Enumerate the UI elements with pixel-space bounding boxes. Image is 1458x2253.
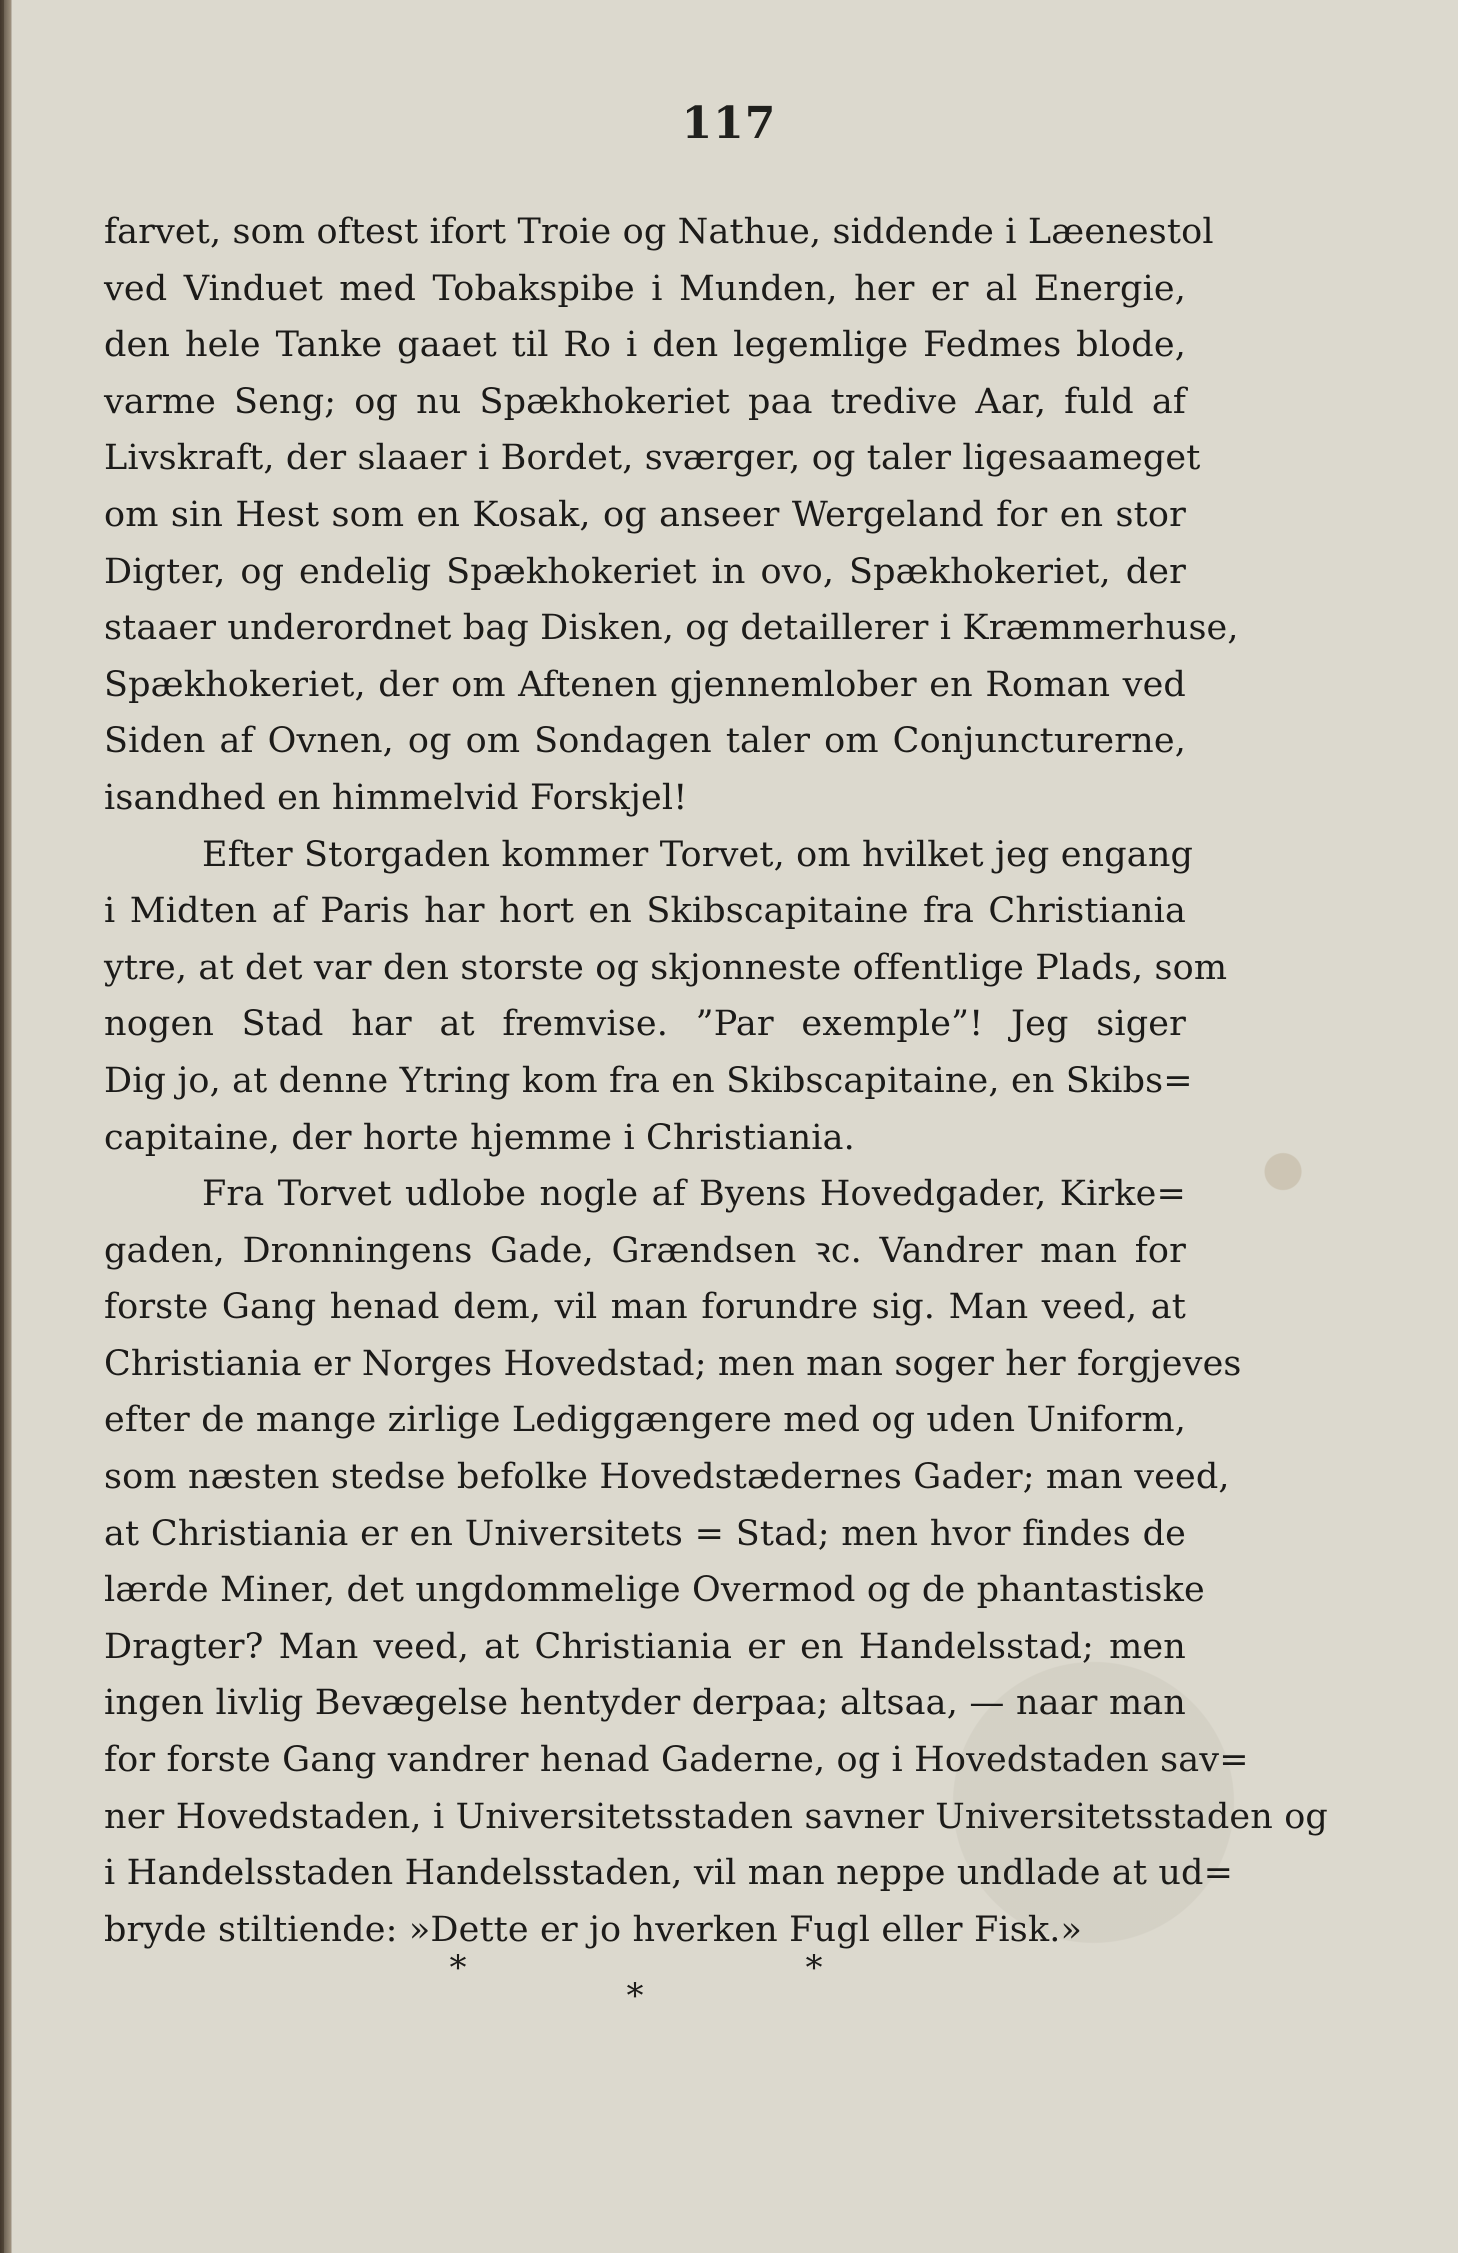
text-line: capitaine, der horte hjemme i Christiania. [104,1117,855,1158]
text-line: ingen livlig Bevægelse hentyder derpaa; altsaa, — naar man [104,1683,1186,1724]
text-line: varme Seng; og nu Spækhokeriet paa tredive Aar, fuld af [104,381,1186,422]
text-line: Digter, og endelig Spækhokeriet in ovo, Spækhokeriet, der [104,551,1186,592]
text-line: isandhed en himmelvid Forskjel! [104,777,688,818]
section-ornament: * [449,1948,467,1988]
text-line: Dig jo, at denne Ytring kom fra en Skibscapitaine, en Skibs= [104,1060,1193,1101]
section-ornament: * [626,1976,644,2016]
text-line: den hele Tanke gaaet til Ro i den legemlige Fedmes blode, [104,325,1186,366]
text-line: om sin Hest som en Kosak, og anseer Wergeland for en stor [104,494,1186,535]
page-text [104,204,1328,1958]
page-number: 117 [681,98,777,149]
text-line: at Christiania er en Universitets = Stad; men hvor findes de [104,1513,1186,1554]
text-line: staaer underordnet bag Disken, og detaillerer i Kræmmerhuse, [104,608,1239,649]
text-line: Siden af Ovnen, og om Sondagen taler om Conjuncturerne, [104,721,1186,762]
text-line: forste Gang henad dem, vil man forundre sig. Man veed, at [104,1287,1186,1328]
text-line: bryde stiltiende: »Dette er jo hverken Fugl eller Fisk.» [104,1909,1083,1950]
text-line: Christiania er Norges Hovedstad; men man soger her forgjeves [104,1343,1242,1384]
text-line: Efter Storgaden kommer Torvet, om hvilket jeg engang [202,834,1194,875]
text-line: lærde Miner, det ungdommelige Overmod og de phantastiske [104,1570,1205,1611]
text-line: Spækhokeriet, der om Aftenen gjennemlober en Roman ved [104,664,1186,705]
text-line: ytre, at det var den storste og skjonneste offentlige Plads, som [104,947,1228,988]
text-line: som næsten stedse befolke Hovedstædernes Gader; man veed, [104,1457,1230,1498]
text-line: gaden, Dronningens Gade, Grændsen ꝛc. Vandrer man for [104,1230,1186,1271]
text-line: Dragter? Man veed, at Christiania er en Handelsstad; men [104,1626,1186,1667]
text-line: for forste Gang vandrer henad Gaderne, og i Hovedstaden sav= [104,1740,1249,1781]
text-line: farvet, som oftest ifort Troie og Nathue, siddende i Læenestol [104,212,1214,252]
text-line: Fra Torvet udlobe nogle af Byens Hovedgader, Kirke= [202,1174,1186,1215]
text-line: i Handelsstaden Handelsstaden, vil man neppe undlade at ud= [104,1853,1234,1894]
text-line: ved Vinduet med Tobakspibe i Munden, her er al Energie, [104,268,1186,309]
text-line: i Midten af Paris har hort en Skibscapitaine fra Christiania [104,891,1186,932]
section-ornament: * [805,1948,823,1988]
text-line: efter de mange zirlige Lediggængere med og uden Uniform, [104,1400,1186,1441]
text-line: Livskraft, der slaaer i Bordet, sværger, og taler ligesaameget [104,438,1201,479]
text-line: ner Hovedstaden, i Universitetsstaden savner Universitetsstaden og [104,1796,1328,1837]
text-line: nogen Stad har at fremvise. ”Par exemple”! Jeg siger [104,1004,1186,1045]
